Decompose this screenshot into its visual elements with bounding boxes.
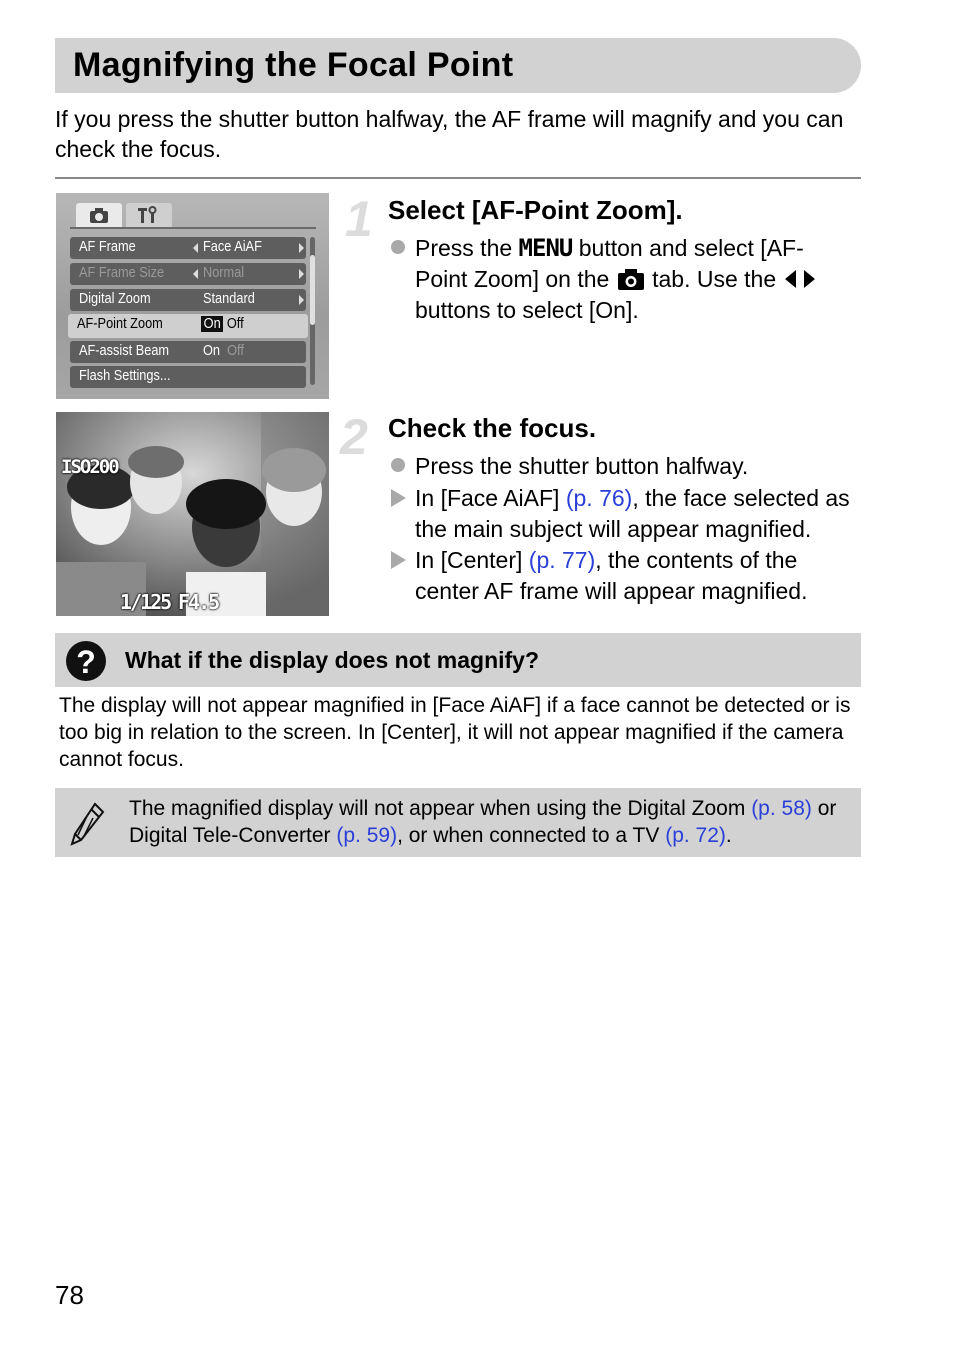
- tab-underline: [70, 227, 316, 229]
- intro-text: If you press the shutter button halfway, the AF frame will magnify and you can check the focus.: [55, 106, 844, 162]
- menu-value-off: Off: [227, 343, 244, 359]
- camera-icon: [76, 203, 122, 227]
- note-text-part: The magnified display will not appear when using the Digital Zoom: [129, 797, 746, 820]
- menu-row-digital-zoom: [70, 289, 306, 311]
- menu-row-af-assist-beam: [70, 341, 306, 363]
- faq-question: What if the display does not magnify?: [125, 647, 540, 673]
- result-arrow-icon: [391, 489, 406, 507]
- iso-readout: ISO200: [61, 456, 118, 478]
- svg-text:?: ?: [76, 644, 96, 680]
- step2-instruction: Press the shutter button halfway.: [415, 453, 749, 479]
- note-text-part: , or when connected to a TV: [397, 824, 660, 847]
- page-title: Magnifying the Focal Point: [73, 46, 514, 84]
- settings-tab: [126, 203, 172, 227]
- right-arrow-icon: [299, 295, 304, 305]
- note-text: [129, 795, 857, 849]
- right-arrow-icon: [299, 243, 304, 253]
- menu-row-af-point-zoom: [68, 314, 308, 338]
- question-icon: [65, 640, 107, 682]
- pencil-icon: [69, 802, 105, 846]
- scrollbar-thumb: [310, 255, 315, 325]
- tools-icon: [126, 203, 172, 227]
- menu-label: AF-assist Beam: [79, 343, 170, 359]
- menu-row-flash-settings: [70, 366, 306, 388]
- page-number: 78: [55, 1280, 84, 1310]
- camera-icon: [616, 268, 646, 290]
- result-text: , the contents of the center AF frame will appear magnified.: [415, 547, 808, 604]
- step-heading: Select [AF-Point Zoom].: [388, 195, 683, 225]
- result-text: , the face selected as the main subject will appear magnified.: [415, 485, 850, 542]
- menu-screenshot: [56, 193, 329, 399]
- left-arrow-icon: [193, 269, 198, 279]
- menu-row-af-frame: [70, 237, 306, 259]
- shutter-readout: 1/125: [120, 590, 171, 614]
- bullet-icon: [391, 458, 405, 472]
- step-text: button and select [AF-Point Zoom] on the: [415, 235, 804, 292]
- menu-label: AF Frame: [79, 239, 136, 255]
- faq-answer: The display will not appear magnified in [Face AiAF] if a face cannot be detected or is too big in relation to the screen. In [Center], it will not appear magnified if the camera cannot focus.: [59, 694, 851, 771]
- note-box: [55, 788, 861, 857]
- children-photo-illustration: [56, 412, 329, 616]
- page-link[interactable]: (p. 59): [336, 824, 398, 847]
- faq-header: [55, 633, 861, 687]
- step-heading: Check the focus.: [388, 413, 597, 443]
- bullet-icon: [391, 240, 405, 254]
- step-number: 1: [345, 191, 373, 247]
- result-arrow-icon: [391, 551, 406, 569]
- menu-value: Standard: [203, 291, 255, 307]
- menu-value-on: On: [201, 316, 223, 332]
- aperture-readout: F4.5: [178, 590, 219, 614]
- result-text: In [Center]: [415, 547, 523, 573]
- page-link[interactable]: (p. 77): [528, 547, 596, 573]
- page-link[interactable]: (p. 58): [751, 797, 812, 820]
- sample-photo: [56, 412, 329, 616]
- step1-instruction: [415, 233, 855, 326]
- step-text: buttons to select [On].: [415, 297, 639, 323]
- left-right-arrows-icon: [783, 269, 817, 289]
- right-arrow-icon: [299, 269, 304, 279]
- page-link[interactable]: (p. 72): [665, 824, 726, 847]
- menu-label: Flash Settings...: [79, 368, 171, 384]
- title-bar: [55, 38, 861, 93]
- menu-button-label: MENU: [518, 234, 573, 262]
- step-number: 2: [340, 409, 368, 465]
- menu-value-off: Off: [226, 316, 244, 332]
- note-text-part: or Digital Tele-Converter: [129, 797, 837, 847]
- shooting-tab: [76, 203, 122, 227]
- menu-label: AF-Point Zoom: [77, 316, 163, 332]
- menu-value: Normal: [203, 265, 245, 281]
- menu-value: Face AiAF: [203, 239, 262, 255]
- note-text-part: .: [725, 824, 732, 847]
- menu-value-on: On: [203, 343, 221, 359]
- menu-label: Digital Zoom: [79, 291, 151, 307]
- divider: [55, 177, 861, 179]
- result-text: In [Face AiAF]: [415, 485, 560, 511]
- left-arrow-icon: [193, 243, 198, 253]
- menu-row-af-frame-size: [70, 263, 306, 285]
- step-text: tab. Use the: [652, 266, 777, 292]
- step2-result-center: [415, 545, 855, 607]
- menu-label: AF Frame Size: [79, 265, 165, 281]
- step-text: Press the: [415, 235, 513, 261]
- step2-result-face-aiaf: [415, 483, 865, 545]
- page-link[interactable]: (p. 76): [565, 485, 633, 511]
